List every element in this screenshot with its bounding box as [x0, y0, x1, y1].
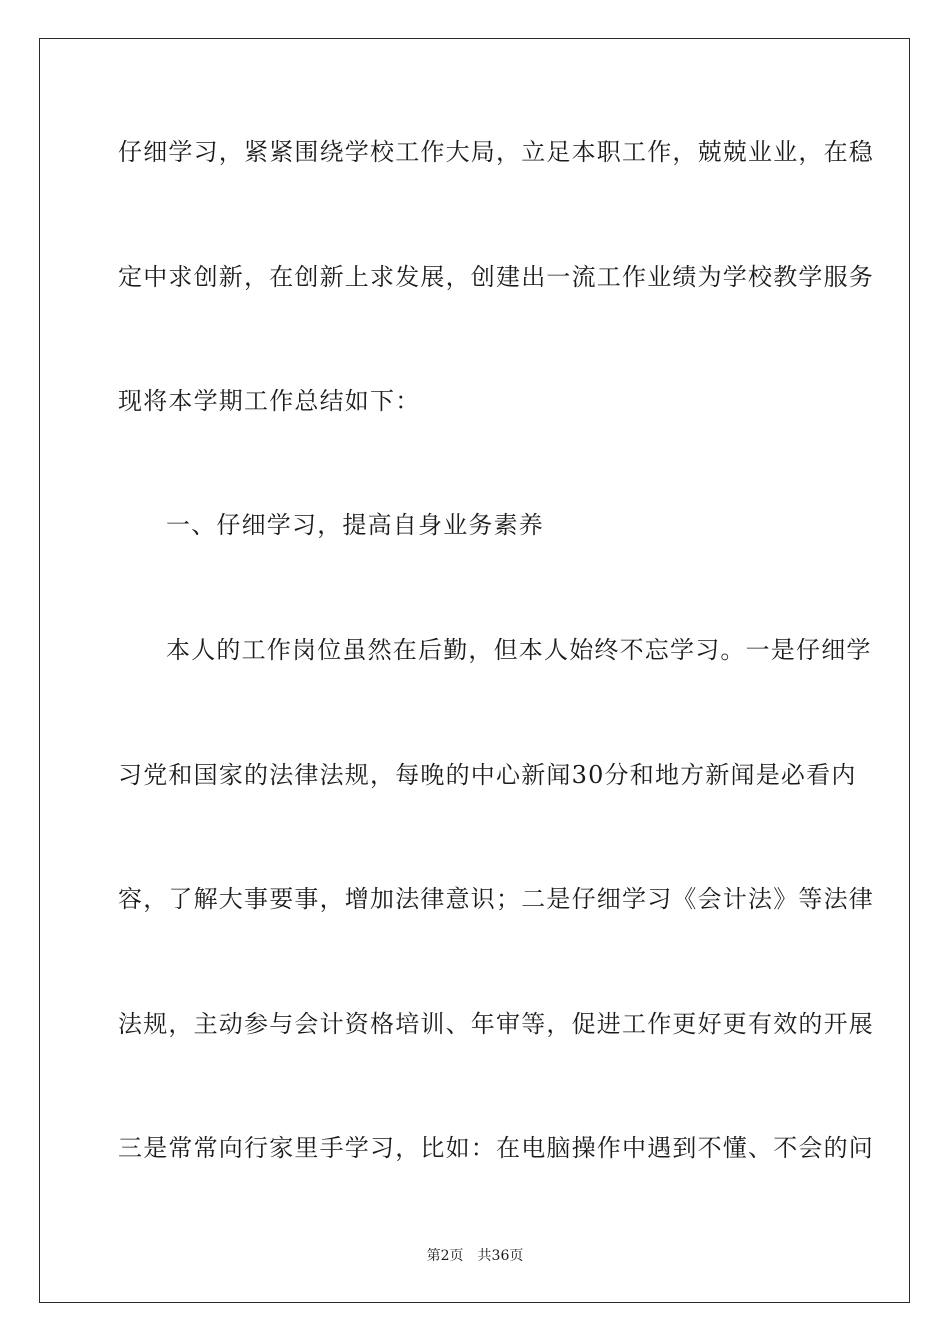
page-number: 第2页 — [426, 1248, 464, 1264]
body-text-line: 定中求创新，在创新上求发展，创建出一流工作业绩为学校教学服务 — [118, 263, 874, 291]
page-total: 共36页 — [477, 1248, 524, 1264]
body-text-line: 习党和国家的法律法规，每晚的中心新闻30分和地方新闻是必看内 — [118, 761, 857, 789]
body-text-line: 仔细学习，紧紧围绕学校工作大局，立足本职工作，兢兢业业，在稳 — [118, 138, 874, 166]
body-text-line: 三是常常向行家里手学习，比如：在电脑操作中遇到不懂、不会的问 — [118, 1134, 874, 1162]
body-text-line: 法规，主动参与会计资格培训、年审等，促进工作更好更有效的开展 — [118, 1010, 874, 1038]
section-heading: 一、仔细学习，提高自身业务素养 — [166, 511, 544, 539]
body-text-line: 本人的工作岗位虽然在后勤，但本人始终不忘学习。一是仔细学 — [166, 636, 872, 664]
page-frame — [39, 38, 910, 1303]
body-text-line: 容，了解大事要事，增加法律意识；二是仔细学习《会计法》等法律 — [118, 885, 874, 913]
page-footer — [0, 1247, 950, 1265]
body-text-line: 现将本学期工作总结如下： — [118, 387, 421, 415]
